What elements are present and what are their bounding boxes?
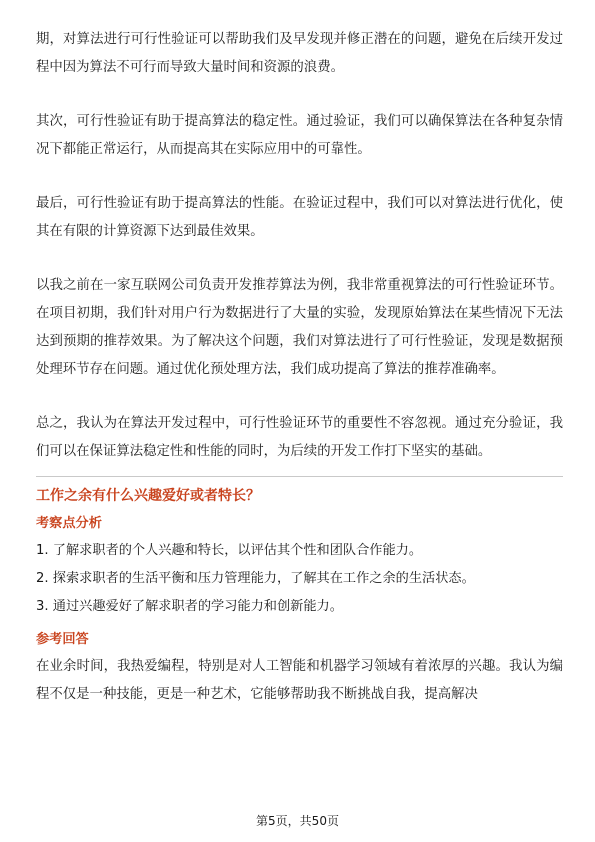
body-paragraph-2: 其次，可行性验证有助于提高算法的稳定性。通过验证，我们可以确保算法在各种复杂情况下都能正常运行，从而提高其在实际应用中的可靠性。 xyxy=(36,114,563,157)
document-page xyxy=(36,26,563,709)
analysis-item-2: 2. 探索求职者的生活平衡和压力管理能力，了解其在工作之余的生活状态。 xyxy=(36,571,475,586)
body-paragraph-5: 总之，我认为在算法开发过程中，可行性验证环节的重要性不容忽视。通过充分验证，我们可以在保证算法稳定性和性能的同时，为后续的开发工作打下坚实的基础。 xyxy=(36,416,563,459)
section-divider xyxy=(36,476,563,477)
question-title: 工作之余有什么兴趣爱好或者特长？ xyxy=(36,488,260,504)
analysis-item-3: 3. 通过兴趣爱好了解求职者的学习能力和创新能力。 xyxy=(36,599,343,614)
body-paragraph-3: 最后，可行性验证有助于提高算法的性能。在验证过程中，我们可以对算法进行优化，使其在有限的计算资源下达到最佳效果。 xyxy=(36,196,563,239)
answer-label: 参考回答 xyxy=(36,632,89,647)
analysis-label: 考察点分析 xyxy=(36,516,102,531)
body-paragraph-4: 以我之前在一家互联网公司负责开发推荐算法为例，我非常重视算法的可行性验证环节。在项目初期，我们针对用户行为数据进行了大量的实验，发现原始算法在某些情况下无法达到预期的推荐效果。为了解决这个问题，我们对算法进行了可行性验证，发现是数据预处理环节存在问题。通过优化预处理方法，我们成功提高了算法的推荐准确率。 xyxy=(36,278,563,377)
analysis-item-1: 1. 了解求职者的个人兴趣和特长，以评估其个性和团队合作能力。 xyxy=(36,543,423,558)
answer-paragraph: 在业余时间，我热爱编程，特别是对人工智能和机器学习领域有着浓厚的兴趣。我认为编程不仅是一种技能，更是一种艺术，它能够帮助我不断挑战自我，提高解决 xyxy=(36,659,563,702)
body-paragraph-1: 期，对算法进行可行性验证可以帮助我们及早发现并修正潜在的问题，避免在后续开发过程中因为算法不可行而导致大量时间和资源的浪费。 xyxy=(36,32,563,75)
page-number: 第5页，共50页 xyxy=(256,814,339,828)
